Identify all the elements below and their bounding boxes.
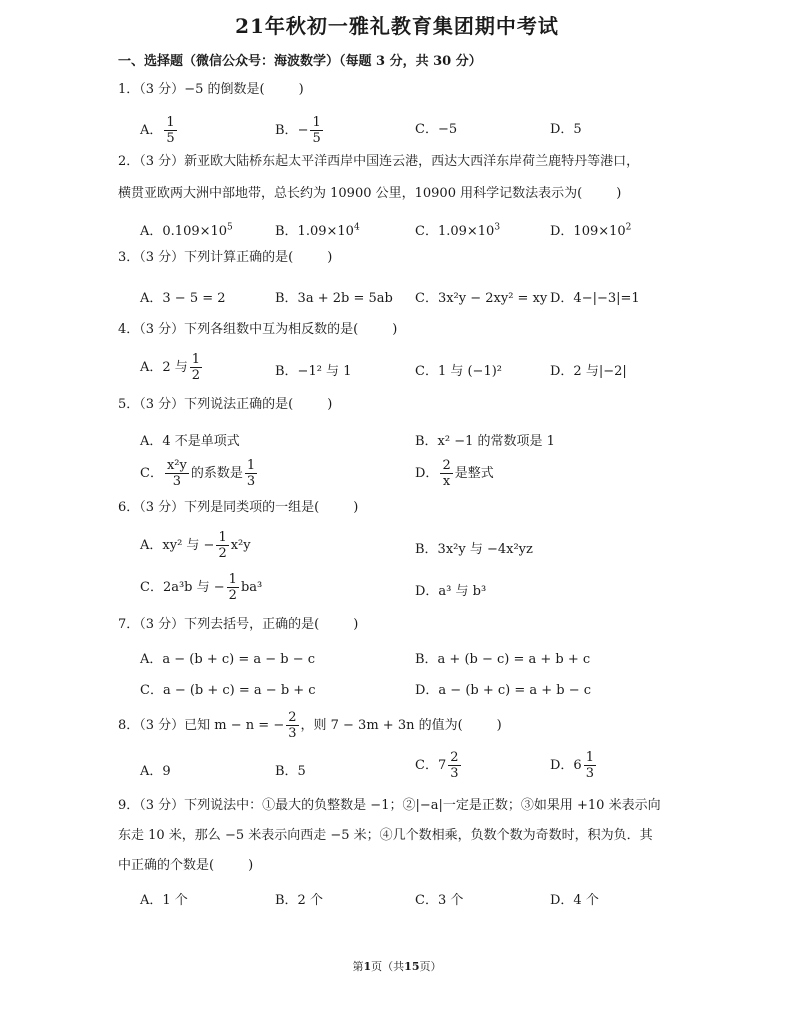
question-9-line-2: 东走 10 米，那么 −5 米表示向西走 −5 米；④几个数相乘，负数个数为奇数时，积为负．其 (118, 828, 653, 843)
q6-option-d: D．a³ 与 b³ (415, 584, 487, 599)
q1-option-c: C．−5 (415, 122, 458, 137)
q4-option-c: C．1 与 (−1)² (415, 364, 503, 379)
section-heading: 一、选择题（微信公众号：海波数学）（每题 3 分，共 30 分） (118, 54, 482, 69)
question-7: 7．（3 分）下列去括号，正确的是( ) (118, 617, 359, 632)
q1-option-d: D．5 (550, 122, 582, 137)
q3-option-a: A．3 − 5 = 2 (140, 291, 226, 306)
q9-option-d: D．4 个 (550, 893, 599, 908)
q4-option-d: D．2 与|−2| (550, 364, 627, 379)
q2-option-b: B．$1.09\times 10^4$ (275, 222, 360, 239)
q5-option-b: B．x² −1 的常数项是 1 (415, 434, 555, 449)
q8-option-c: C．7 $\frac{2}{3}$ (415, 750, 459, 781)
question-2-line-1: 2．（3 分）新亚欧大陆桥东起太平洋西岸中国连云港，西达大西洋东岸荷兰鹿特丹等港口， (118, 154, 640, 169)
q3-option-d: D．4−|−3|=1 (550, 291, 640, 306)
q4-option-b: B．−1² 与 1 (275, 364, 352, 379)
q8-option-a: A．9 (140, 764, 171, 779)
question-8: 8．（3 分）已知 m − n = − $\frac{2}{3}$ ，则 7 − 3m + 3n 的值为( ) (118, 710, 502, 741)
q1-option-b: B．− $\frac{1}{5}$ (275, 115, 321, 146)
q5-option-d: D． $\frac{2}{x}$ 是整式 (415, 458, 494, 489)
question-2-line-2: 横贯亚欧两大洲中部地带，总长约为 10900 公里，10900 用科学记数法表示为( ) (118, 186, 622, 201)
q5-option-a: A．4 不是单项式 (140, 434, 240, 449)
q7-option-b: B．a + (b − c) = a + b + c (415, 652, 591, 667)
q6-option-a: A．xy² 与 − $\frac{1}{2}$ x²y (140, 530, 251, 561)
q5-option-c: C． $\frac{\text{x²y}}{3}$ 的系数是 $\frac{1}{3}$ (140, 458, 256, 489)
question-3: 3．（3 分）下列计算正确的是( ) (118, 250, 333, 265)
q7-option-c: C．a − (b + c) = a − b + c (140, 683, 316, 698)
question-5: 5．（3 分）下列说法正确的是( ) (118, 397, 333, 412)
q9-option-c: C．3 个 (415, 893, 464, 908)
q3-option-b: B．3a + 2b = 5ab (275, 291, 393, 306)
question-1: 1．（3 分）−5 的倒数是( ) (118, 82, 304, 97)
q8-option-b: B．5 (275, 764, 306, 779)
q6-option-b: B．3x²y 与 −4x²yz (415, 542, 533, 557)
question-9-line-3: 中正确的个数是( ) (118, 858, 254, 873)
question-6: 6．（3 分）下列是同类项的一组是( ) (118, 500, 359, 515)
page-title: 21年秋初一雅礼教育集团期中考试 (235, 14, 559, 38)
question-9-line-1: 9．（3 分）下列说法中：①最大的负整数是 −1；②|−a|一定是正数；③如果用 +10 米表示向 (118, 798, 661, 813)
q7-option-a: A．a − (b + c) = a − b − c (140, 652, 316, 667)
question-4: 4．（3 分）下列各组数中互为相反数的是( ) (118, 322, 398, 337)
q3-option-c: C．3x²y − 2xy² = xy (415, 291, 548, 306)
q7-option-d: D．a − (b + c) = a + b − c (415, 683, 592, 698)
q2-option-c: C．$1.09\times 10^3$ (415, 222, 501, 239)
q9-option-b: B．2 个 (275, 893, 323, 908)
page-footer: 第1页（共15页） (352, 960, 442, 973)
q9-option-a: A．1 个 (140, 893, 188, 908)
q2-option-d: D．$109\times 10^2$ (550, 222, 632, 239)
q1-option-a: A． $\frac{1}{5}$ (140, 115, 175, 146)
q6-option-c: C．2a³b 与 − $\frac{1}{2}$ ba³ (140, 572, 263, 603)
q8-option-d: D．6 $\frac{1}{3}$ (550, 750, 594, 781)
q4-option-a: A．2 与 $\frac{1}{2}$ (140, 352, 201, 383)
q2-option-a: A．$0.109\times 10^5$ (140, 222, 233, 239)
